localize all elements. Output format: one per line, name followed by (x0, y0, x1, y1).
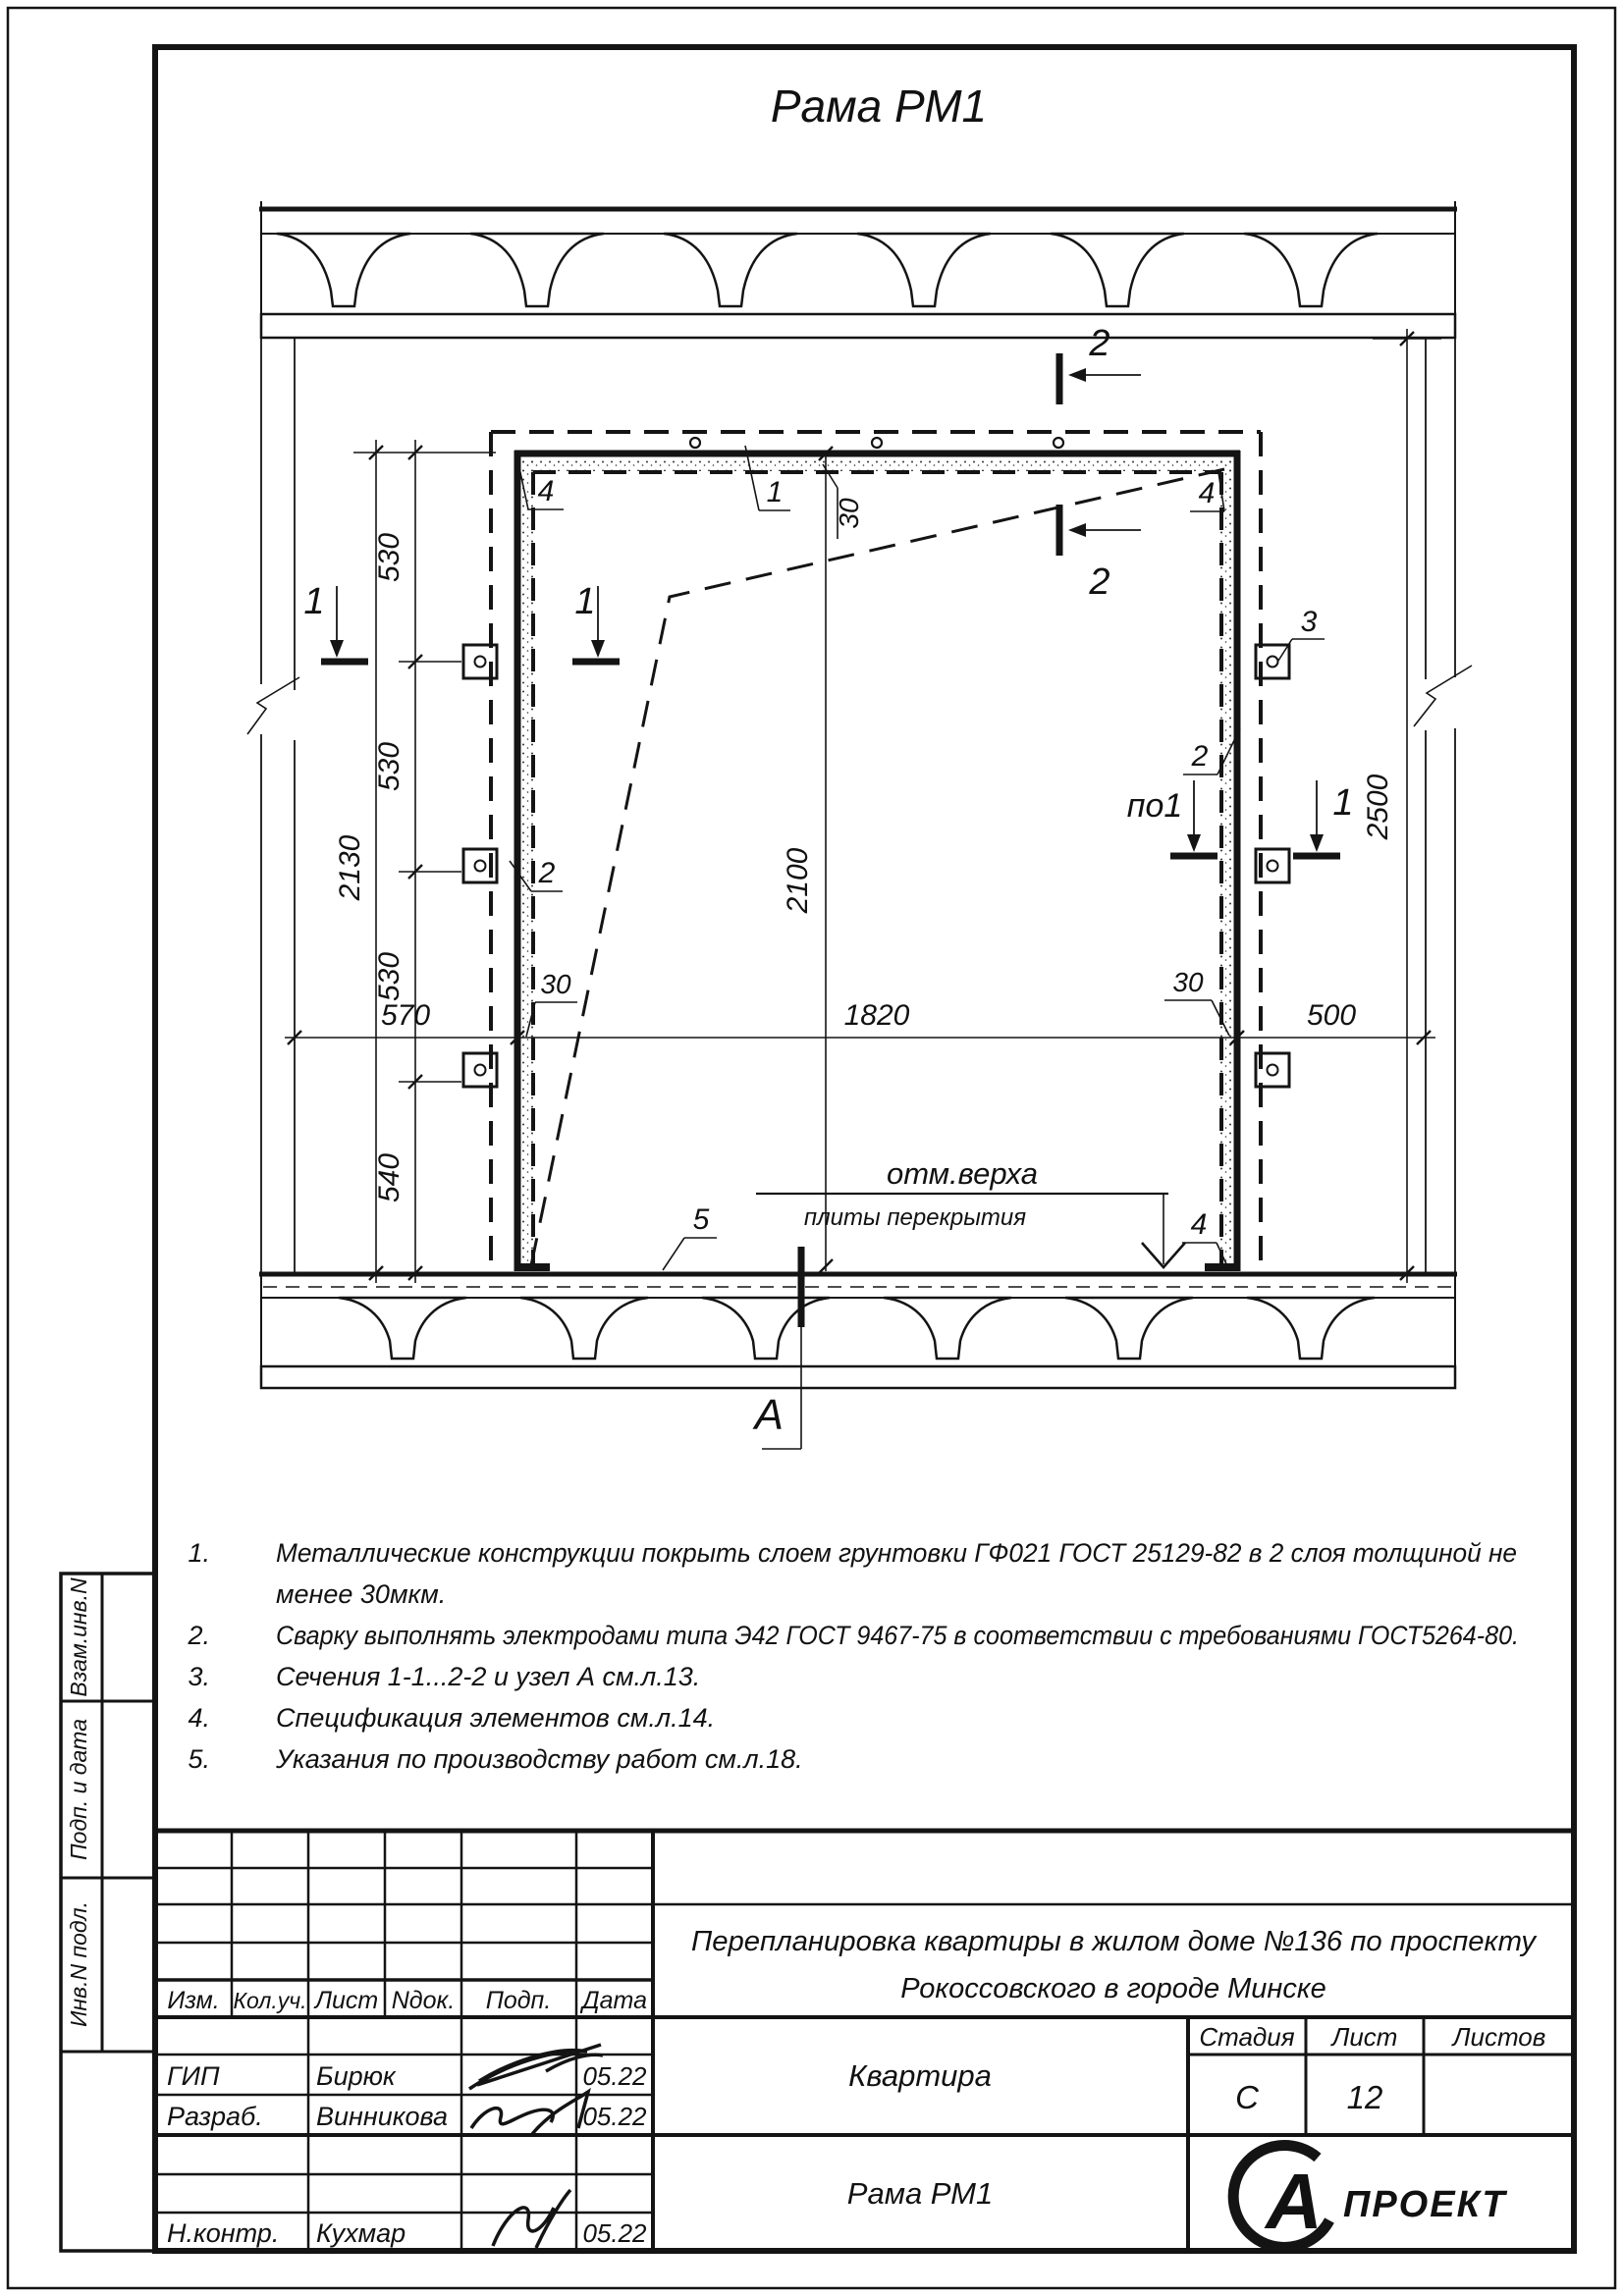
bolt-icon (690, 438, 700, 448)
callout-3 (1278, 606, 1325, 661)
svg-text:5: 5 (692, 1203, 710, 1236)
section-2-lower (1059, 505, 1141, 603)
row-role: Н.контр. (167, 2218, 280, 2248)
svg-text:30: 30 (540, 969, 571, 999)
logo-letter: А (1266, 2158, 1323, 2245)
svg-text:А: А (754, 1391, 784, 1439)
callout-4-top-right (1190, 472, 1224, 511)
drawing-heading: Рама РМ1 (770, 80, 988, 132)
row-date: 05.22 (582, 2218, 647, 2248)
th-list: Лист (314, 1987, 379, 2014)
svg-text:2: 2 (1089, 323, 1110, 364)
floor-slab-top (259, 201, 1457, 338)
margin-label-vzam: Взам.инв.N (66, 1577, 91, 1697)
row-name: Бирюк (316, 2061, 396, 2091)
wall-left (247, 338, 299, 1273)
notes (187, 1538, 1519, 1774)
section-1-left (303, 581, 368, 662)
sheet-value: 12 (1346, 2079, 1383, 2115)
svg-text:4: 4 (537, 475, 555, 507)
note-num: 5. (188, 1744, 210, 1774)
row-role: Разраб. (167, 2102, 263, 2131)
signature (471, 2092, 588, 2134)
th-podp: Подп. (485, 1987, 552, 2014)
svg-text:2: 2 (1089, 561, 1110, 603)
section-1-right (1293, 780, 1354, 856)
note-text: Сварку выполнять электродами типа Э42 ГОСТ 9467-75 в соответствии с требованиями ГОСТ5264-80. (276, 1621, 1519, 1650)
svg-text:30: 30 (834, 498, 864, 529)
dim-2100: 2100 (782, 847, 814, 914)
sheet-label: Лист (1331, 2022, 1398, 2052)
level-text-1: отм.верха (887, 1156, 1038, 1191)
wall-right (1414, 338, 1472, 1273)
margin-boxes (61, 1574, 155, 2251)
object-name: Квартира (848, 2058, 992, 2093)
row-date: 05.22 (582, 2061, 647, 2091)
svg-text:4: 4 (1198, 477, 1216, 509)
row-name: Кухмар (316, 2218, 406, 2248)
svg-text:3: 3 (1300, 606, 1318, 638)
dim-500: 500 (1306, 999, 1357, 1032)
note-text: Указания по производству работ см.л.18. (276, 1744, 803, 1774)
break-line-icon (1414, 666, 1472, 726)
svg-text:по1: по1 (1126, 787, 1183, 825)
level-text-2: плиты перекрытия (803, 1204, 1027, 1231)
logo-text: ПРОЕКТ (1343, 2184, 1507, 2225)
note-num: 3. (188, 1662, 210, 1691)
opening-direction-line (531, 469, 1224, 1265)
svg-text:4: 4 (1190, 1208, 1208, 1241)
frame-rm1 (463, 432, 1289, 1271)
callout-5 (663, 1203, 717, 1270)
level-mark (756, 1156, 1185, 1267)
detail-a-mark (752, 1247, 801, 1449)
svg-text:2: 2 (1191, 740, 1209, 773)
dim-530-2: 530 (373, 741, 406, 792)
gap-30-top (823, 464, 864, 539)
logo (1233, 2145, 1507, 2247)
note-num: 2. (188, 1621, 210, 1650)
view-po1 (1127, 780, 1217, 856)
section-marks (303, 323, 1353, 1449)
hollow-core-webs (277, 234, 1378, 306)
break-line-icon (247, 677, 299, 734)
dim-530-3: 530 (373, 951, 406, 1002)
project-title-1: Перепланировка квартиры в жилом доме №136 по проспекту (691, 1926, 1538, 1957)
margin-label-podp: Подп. и дата (66, 1719, 91, 1860)
dim-1820: 1820 (843, 999, 910, 1032)
note-text: Сечения 1-1...2-2 и узел А см.л.13. (276, 1662, 701, 1691)
bolt-icon (872, 438, 882, 448)
note-num: 1. (188, 1538, 210, 1568)
signature (493, 2190, 570, 2248)
sheets-label: Листов (1452, 2022, 1546, 2052)
floor-slab-bottom (259, 1273, 1457, 1388)
dim-540: 540 (373, 1152, 406, 1203)
row-name: Винникова (316, 2102, 449, 2131)
svg-text:1: 1 (766, 476, 784, 508)
bolt-icon (1054, 438, 1063, 448)
svg-text:1: 1 (574, 581, 596, 622)
note-num: 4. (188, 1703, 210, 1733)
doc-title: Рама РМ1 (846, 2176, 994, 2211)
row-role: ГИП (167, 2061, 220, 2091)
th-kol: Кол.уч. (233, 1988, 307, 2013)
project-title-2: Рокоссовского в городе Минске (900, 1973, 1326, 2004)
th-data: Дата (582, 1987, 647, 2014)
note-text: Металлические конструкции покрыть слоем грунтовки ГФ021 ГОСТ 25129-82 в 2 слоя толщиной не (276, 1538, 1517, 1568)
hollow-core-webs (339, 1298, 1375, 1359)
dim-2500: 2500 (1362, 774, 1394, 840)
dim-2130: 2130 (334, 834, 366, 901)
stage-label: Стадия (1199, 2022, 1295, 2052)
dim-570: 570 (380, 999, 431, 1032)
row-date: 05.22 (582, 2102, 647, 2131)
title-block (155, 1831, 1574, 2251)
section-1-mid (572, 581, 620, 662)
th-izm: Изм. (167, 1987, 220, 2014)
svg-text:1: 1 (303, 581, 325, 622)
svg-text:30: 30 (1172, 967, 1204, 997)
dim-530-1: 530 (373, 532, 406, 583)
note-text: Спецификация элементов см.л.14. (276, 1703, 716, 1733)
svg-text:2: 2 (538, 857, 556, 889)
svg-text:1: 1 (1332, 782, 1354, 824)
stage-value: С (1235, 2079, 1259, 2115)
th-ndok: Nдок. (391, 1987, 456, 2014)
section-2-top (1059, 323, 1141, 404)
note-text: менее 30мкм. (276, 1579, 447, 1609)
margin-label-inv: Инв.N подл. (66, 1900, 91, 2028)
